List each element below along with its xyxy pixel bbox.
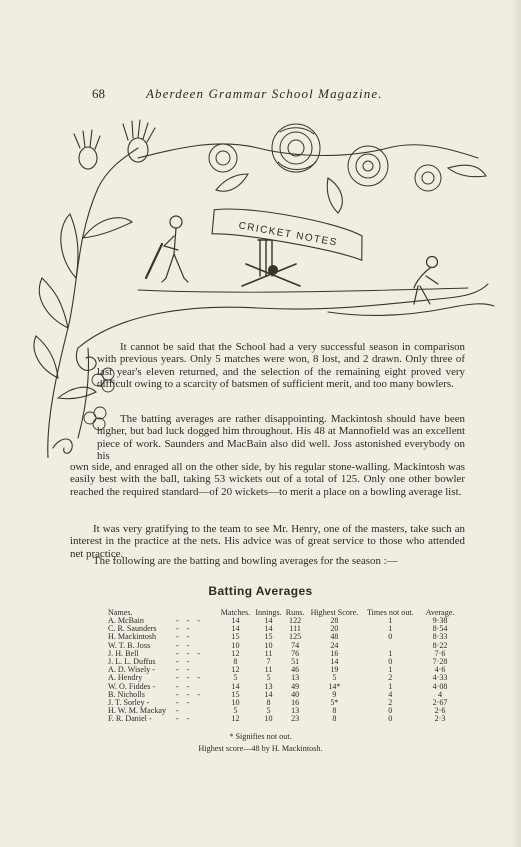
cricket-ball: [269, 266, 278, 275]
average-cell: 2·67: [432, 698, 448, 708]
leader-dots: - -: [176, 640, 193, 650]
matches-cell: 12: [231, 714, 240, 724]
runs-cell: 51: [291, 657, 300, 667]
average-cell: 4: [437, 689, 443, 699]
leader-dots: - -: [176, 624, 193, 634]
innings-cell: 10: [264, 640, 273, 650]
matches-cell: 14: [231, 624, 240, 634]
highest-score-cell: 9: [332, 689, 337, 699]
highest-score-cell: 14*: [328, 681, 341, 691]
highest-score-cell: 5: [332, 673, 337, 683]
table-row: [108, 674, 462, 682]
vine: [328, 304, 494, 316]
runs-cell: 23: [291, 714, 300, 724]
leader-dots: -: [176, 706, 182, 716]
table-row: [108, 707, 462, 715]
matches-cell: 15: [231, 689, 240, 699]
thistle-stem: [48, 148, 138, 458]
innings-cell: 5: [266, 673, 271, 683]
highest-score-cell: 5*: [330, 698, 339, 708]
runs-cell: 16: [291, 698, 300, 708]
rose-leaf: [216, 174, 248, 191]
matches-cell: 5: [233, 706, 238, 716]
paragraph-batting-remarks: The batting averages are rather disappointing. Mackintosh should have been higher, but bad luck dogged him throughout. His 48 at Mannofield was an excellent piece of work. Saunders and MacBain also did well. Joss astonished everybody on his: [97, 413, 465, 463]
runs-cell: 46: [291, 665, 300, 675]
average-cell: 2·3: [434, 714, 446, 724]
not-out-cell: 0: [388, 706, 393, 716]
runs-cell: 76: [291, 648, 300, 658]
table-row: [108, 683, 462, 691]
page-number: 68: [92, 86, 105, 101]
highest-score-cell: 28: [330, 616, 339, 625]
innings-cell: 15: [264, 632, 273, 642]
not-out-cell: 1: [388, 648, 393, 658]
leader-dots: - - -: [176, 616, 204, 625]
average-cell: 7·6: [434, 648, 446, 658]
average-cell: 9·38: [432, 616, 448, 625]
highest-score-cell: 14: [330, 657, 339, 667]
batting-averages-title: Batting Averages: [208, 584, 313, 598]
player-name: H. W. M. Mackay: [108, 706, 166, 716]
highest-score-cell: 19: [330, 665, 339, 675]
batting-averages-table: [108, 597, 462, 724]
not-out-cell: 0: [388, 714, 393, 724]
rose: [209, 144, 237, 172]
paragraph-averages-intro: The following are the batting and bowling averages for the season :—: [93, 555, 398, 567]
table-row: [108, 666, 462, 674]
column-header: Highest Score.: [310, 607, 359, 617]
innings-cell: 11: [264, 648, 273, 658]
player-name: C. R. Saunders: [108, 624, 157, 634]
page-header: [92, 86, 422, 104]
fielder-figure: [414, 257, 438, 305]
column-header: Names.: [108, 607, 133, 617]
matches-cell: 5: [233, 673, 238, 683]
page-fold-shadow: [511, 0, 521, 847]
thistle-leaf: [58, 387, 96, 399]
innings-cell: 5: [266, 706, 271, 716]
leader-dots: - - -: [176, 648, 204, 658]
column-header: Times not out.: [366, 607, 414, 617]
innings-cell: 10: [264, 714, 273, 724]
cricket-engraving: [28, 118, 498, 458]
ground-line: [138, 288, 468, 292]
leader-dots: - - -: [176, 689, 204, 699]
average-cell: 4·08: [432, 681, 448, 691]
thistle-leaf: [83, 218, 132, 238]
rose-leaf: [327, 178, 342, 213]
player-name: A. Hendry: [108, 673, 143, 683]
leader-dots: - -: [176, 665, 193, 675]
innings-cell: 8: [266, 698, 271, 708]
average-cell: 7·28: [432, 657, 448, 667]
not-out-footnote: * Signifies not out.: [229, 732, 292, 741]
highest-score-cell: 48: [330, 632, 339, 642]
average-cell: 2·6: [434, 706, 446, 716]
player-name: J. L. L. Duffus: [108, 657, 156, 667]
innings-cell: 7: [266, 657, 271, 667]
runs-cell: 74: [291, 640, 300, 650]
player-name: B. Nicholls: [108, 689, 145, 699]
scroll-vine: [78, 284, 488, 348]
not-out-cell: 2: [388, 698, 393, 708]
rose: [415, 165, 441, 191]
column-header: Runs.: [285, 607, 305, 617]
leader-dots: - - -: [176, 673, 204, 683]
innings-cell: 14: [264, 624, 273, 634]
paragraph-season-summary: It cannot be said that the School had a very successful season in comparison with previous years. Only 5 matches were won, 8 lost, and 2 drawn. Only three of last year's eleven returned, and the selection of the remaining eight proved very difficult owing to a scarcity of batsmen of sufficient merit, and too many bowlers.: [97, 341, 465, 391]
player-name: W. T. B. Joss: [108, 640, 151, 650]
column-header: Innings.: [255, 607, 282, 617]
highest-score-cell: 8: [332, 714, 337, 724]
average-cell: 4·33: [432, 673, 448, 683]
table-row: [108, 650, 462, 658]
innings-cell: 13: [264, 681, 273, 691]
matches-cell: 12: [231, 665, 240, 675]
thistle-leaf: [61, 214, 78, 278]
scroll-curl: [76, 348, 96, 370]
player-name: F. R. Daniel -: [108, 714, 152, 724]
average-cell: 4·6: [434, 665, 446, 675]
table-row: [108, 691, 462, 699]
average-cell: 8·22: [432, 640, 448, 650]
runs-cell: 13: [291, 706, 300, 716]
not-out-cell: 2: [388, 673, 393, 683]
player-name: H. Mackintosh: [108, 632, 157, 642]
not-out-cell: 1: [388, 616, 393, 625]
leader-dots: - -: [176, 657, 193, 667]
highest-score-cell: 20: [330, 624, 339, 634]
innings-cell: 11: [264, 665, 273, 675]
leader-dots: - -: [176, 681, 193, 691]
cricket-notes-banner: [210, 202, 367, 260]
leader-dots: - -: [176, 632, 193, 642]
highest-score-note: Highest score—48 by H. Mackintosh.: [198, 744, 323, 753]
average-cell: 8·33: [432, 632, 448, 642]
not-out-cell: 1: [388, 624, 393, 634]
matches-cell: 8: [233, 657, 238, 667]
runs-cell: 40: [291, 689, 300, 699]
table-row: [108, 642, 462, 650]
not-out-cell: 4: [388, 689, 393, 699]
table-row: [108, 658, 462, 666]
matches-cell: 15: [231, 632, 240, 642]
batting-table-body: [108, 617, 462, 724]
player-name: J. T. Sorley -: [108, 698, 150, 708]
column-header: Matches.: [220, 607, 251, 617]
paragraph-practice: It was very gratifying to the team to see Mr. Henry, one of the masters, take such an interest in the practice at the nets. His advice was of great service to those who attended net practice.: [70, 523, 465, 560]
rose: [272, 124, 320, 172]
vine: [78, 348, 89, 438]
vine: [138, 144, 478, 158]
paragraph-batting-remarks-continued: own side, and enraged all on the other side, by his regular stone-walling. Mackintosh was easily best with the ball, taking 53 wickets out of a total of 125. Only one other bowler reached the required standard—of 20 wickets—to merit a place on a bowling average list.: [70, 461, 465, 498]
rose-leaf: [448, 165, 486, 177]
matches-cell: 14: [231, 616, 240, 625]
highest-score-cell: 24: [330, 640, 339, 650]
runs-cell: 49: [291, 681, 300, 691]
matches-cell: 14: [231, 681, 240, 691]
scroll-curl: [53, 439, 72, 453]
player-name: A. McBain: [108, 616, 144, 625]
not-out-cell: 0: [388, 632, 393, 642]
thistle-leaf: [34, 336, 58, 378]
batsman-figure: [146, 216, 188, 282]
runs-cell: 111: [289, 624, 301, 634]
leader-dots: - -: [176, 714, 193, 724]
matches-cell: 10: [231, 698, 240, 708]
runs-cell: 125: [289, 632, 302, 642]
table-row: [108, 625, 462, 633]
not-out-cell: 0: [388, 657, 393, 667]
runs-cell: 13: [291, 673, 300, 683]
table-row: [108, 633, 462, 641]
innings-cell: 14: [264, 689, 273, 699]
highest-score-cell: 8: [332, 706, 337, 716]
banner-text: CRICKET NOTES: [237, 220, 339, 249]
matches-cell: 10: [231, 640, 240, 650]
highest-score-cell: 16: [330, 648, 339, 658]
thistle-head: [74, 130, 100, 169]
table-header-row: [108, 597, 462, 617]
running-title: Aberdeen Grammar School Magazine.: [146, 86, 383, 101]
table-row: [108, 617, 462, 625]
not-out-cell: 1: [388, 681, 393, 691]
innings-cell: 14: [264, 616, 273, 625]
player-name: W. O. Fiddes -: [108, 681, 156, 691]
runs-cell: 122: [289, 616, 302, 625]
table-row: [108, 715, 462, 723]
thistle-leaf: [39, 278, 68, 328]
player-name: A. D. Wisely -: [108, 665, 155, 675]
column-header: Average.: [425, 607, 455, 617]
average-cell: 8·54: [432, 624, 448, 634]
player-name: J. H. Bell: [108, 648, 139, 658]
matches-cell: 12: [231, 648, 240, 658]
leader-dots: - -: [176, 698, 193, 708]
not-out-cell: 1: [388, 665, 393, 675]
